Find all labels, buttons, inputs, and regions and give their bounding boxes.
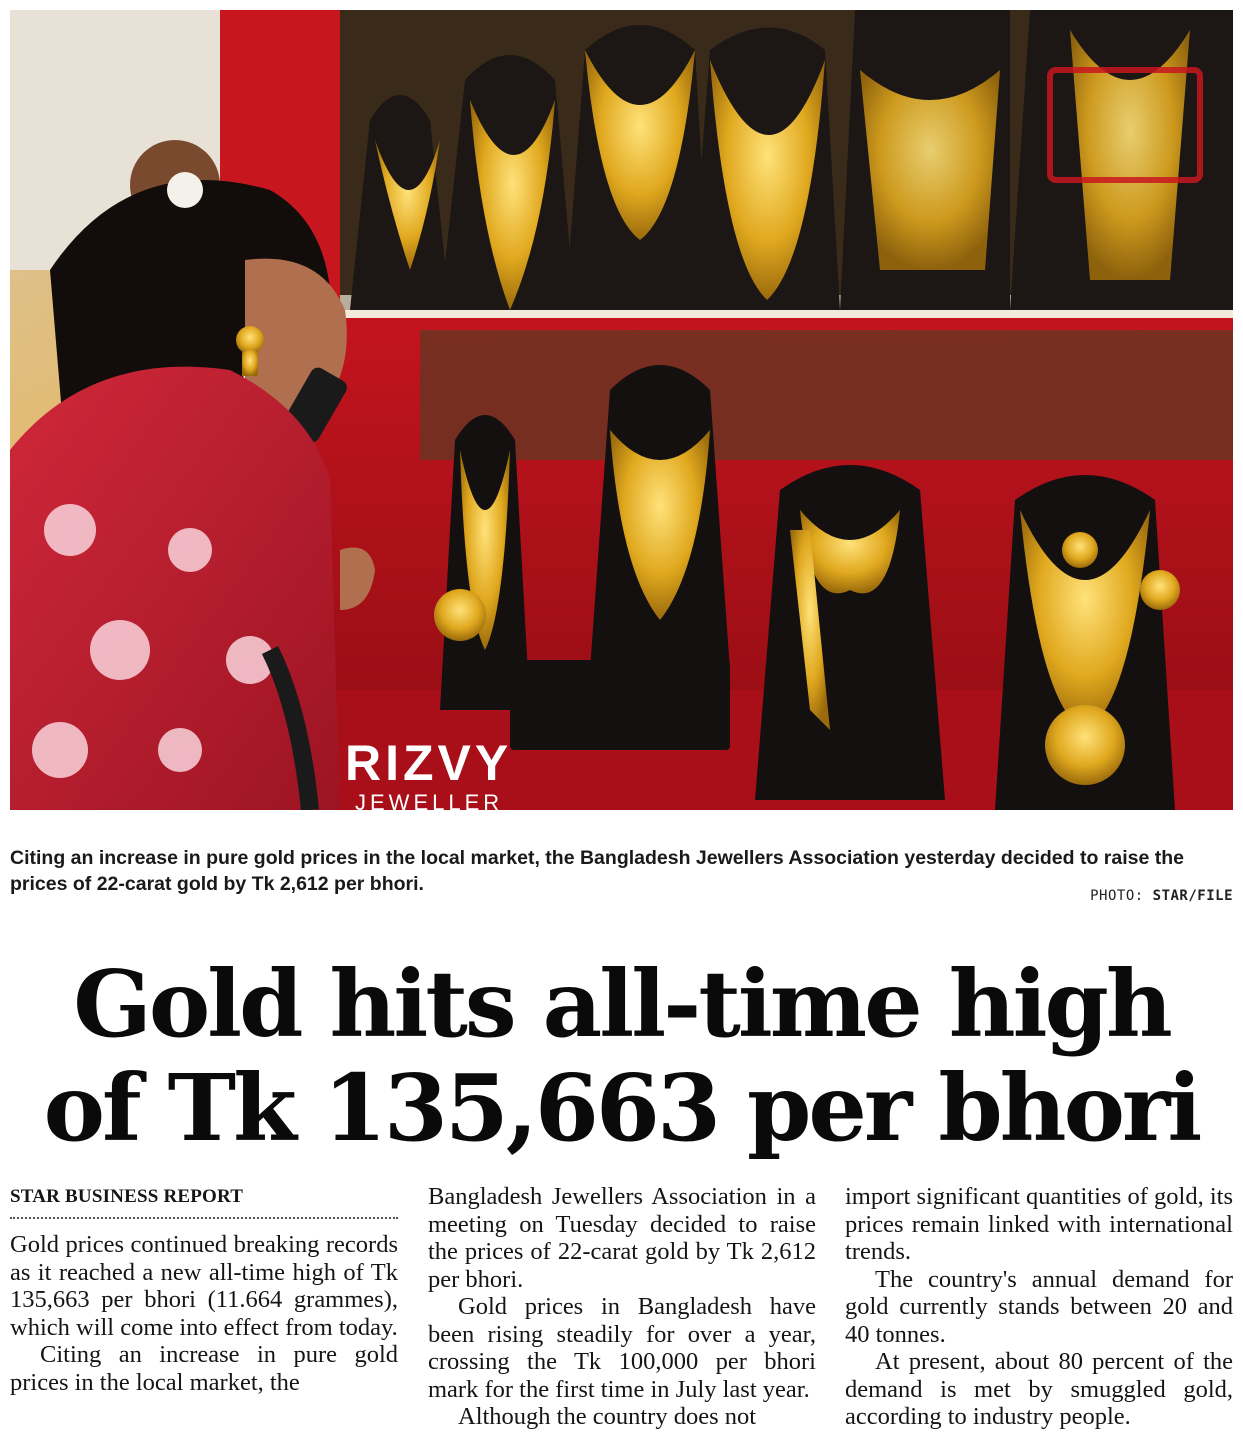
shop-sign: RIZVY	[345, 735, 513, 791]
photo-credit	[1090, 888, 1233, 904]
paragraph: Gold prices in Bangladesh have been rising steadily for over a year, crossing the Tk 100,000 per bhori mark for the first time in July last year.	[428, 1293, 816, 1403]
paragraph: Although the country does not	[458, 1403, 757, 1430]
photo-credit-label: PHOTO:	[1090, 888, 1153, 904]
headline-line-1: Gold hits all-time high	[73, 950, 1170, 1058]
photo-caption: Citing an increase in pure gold prices in the local market, the Bangladesh Jewellers Association yesterday decided to raise the prices of 22-carat gold by Tk 2,612 per bhori.	[10, 847, 1184, 895]
article-column-2	[428, 1183, 816, 1431]
paragraph: At present, about 80 percent of the demand is met by smuggled gold, according to industry people.	[845, 1348, 1233, 1430]
paragraph: Citing an increase in pure gold prices in the local market, the	[10, 1341, 398, 1396]
headline	[0, 952, 1243, 1160]
headline-line-2: of Tk 135,663 per bhori	[43, 1054, 1200, 1162]
article-column-1	[10, 1183, 398, 1396]
paragraph: Bangladesh Jewellers Association in a meeting on Tuesday decided to raise the prices of 22-carat gold by Tk 2,612 per bhori.	[428, 1183, 816, 1293]
byline: STAR BUSINESS REPORT	[10, 1183, 398, 1219]
paragraph: Gold prices continued breaking records as it reached a new all-time high of Tk 135,663 per bhori (11.664 grammes), which will come into effect from today.	[10, 1231, 398, 1341]
paragraph: The country's annual demand for gold currently stands between 20 and 40 tonnes.	[845, 1265, 1233, 1348]
paragraph: import significant quantities of gold, its prices remain linked with international trends.	[845, 1183, 1233, 1265]
photo-credit-source: STAR/FILE	[1152, 888, 1233, 904]
svg-text:JEWELLER: JEWELLER	[355, 790, 504, 810]
jewellery-display-photo-icon	[10, 10, 1233, 810]
article-column-3	[845, 1183, 1233, 1431]
news-photo	[10, 10, 1233, 810]
